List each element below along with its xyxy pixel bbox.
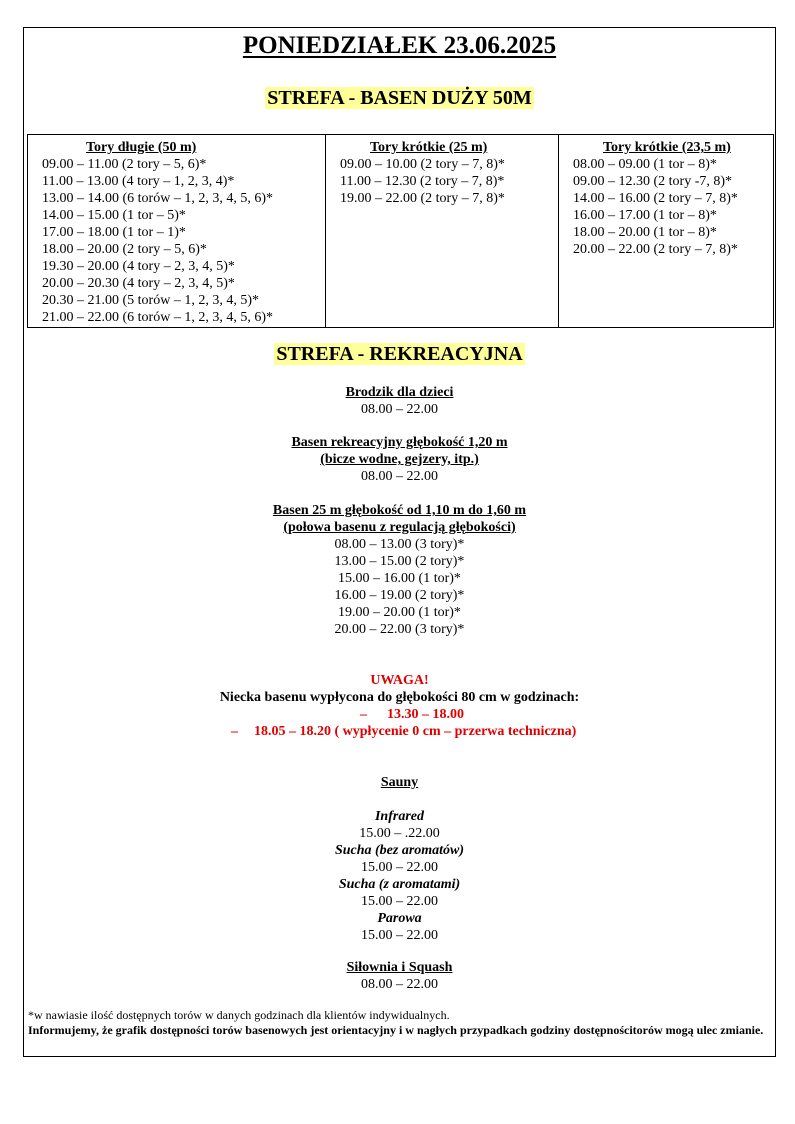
schedule-frame [23, 27, 776, 1057]
pool-25-sub: (połowa basenu z regulacją głębokości) [283, 520, 516, 535]
gym-hours: 08.00 – 22.00 [361, 977, 438, 992]
sauna-hours: 15.00 – 22.00 [361, 928, 438, 943]
lane-row: 18.00 – 20.00 (1 tor – 8)* [573, 225, 717, 240]
pool-25-row: 08.00 – 13.00 (3 tory)* [334, 537, 465, 552]
short-lanes-25-column [326, 135, 559, 328]
zone-heading-big-pool: STREFA - BASEN DUŻY 50M [267, 87, 532, 109]
sauna-hours: 15.00 – 22.00 [361, 860, 438, 875]
recreation-pool-heading: Basen rekreacyjny głębokość 1,20 m [291, 435, 508, 450]
pool-25-heading: Basen 25 m głębokość od 1,10 m do 1,60 m [272, 503, 527, 518]
column-heading: Tory krótkie (25 m) [370, 140, 488, 155]
warning-line-1: – 13.30 – 18.00 [360, 707, 464, 722]
recreation-pool-sub: (bicze wodne, gejzery, itp.) [320, 452, 479, 467]
saunas-list [24, 808, 775, 944]
page-title: PONIEDZIAŁEK 23.06.2025 [242, 32, 557, 59]
sauna-name: Sucha (z aromatami) [338, 877, 461, 892]
sauna-name: Infrared [374, 809, 424, 824]
kids-pool-hours: 08.00 – 22.00 [361, 402, 438, 417]
pool-25-row: 16.00 – 19.00 (2 tory)* [334, 588, 465, 603]
lanes-table [27, 134, 774, 328]
pool-25-row: 13.00 – 15.00 (2 tory)* [334, 554, 465, 569]
lane-row: 19.30 – 20.00 (4 tory – 2, 3, 4, 5)* [42, 259, 235, 274]
lane-row: 18.00 – 20.00 (2 tory – 5, 6)* [42, 242, 207, 257]
kids-pool-section [24, 384, 775, 418]
lane-row: 21.00 – 22.00 (6 torów – 1, 2, 3, 4, 5, 6)* [42, 310, 273, 325]
pool-25-row: 19.00 – 20.00 (1 tor)* [338, 605, 461, 620]
warning-section [24, 672, 775, 706]
warning-label: UWAGA! [370, 673, 429, 688]
lane-row: 08.00 – 09.00 (1 tor – 8)* [573, 157, 717, 172]
short-lanes-23-column [559, 135, 774, 328]
sauna-hours: 15.00 – 22.00 [361, 894, 438, 909]
gym-section [24, 959, 775, 993]
recreation-pool-hours: 08.00 – 22.00 [361, 469, 438, 484]
lane-row: 14.00 – 15.00 (1 tor – 5)* [42, 208, 186, 223]
recreation-pool-section [24, 434, 775, 485]
footnote: *w nawiasie ilość dostępnych torów w danych godzinach dla klientów indywidualnych. [28, 1008, 450, 1022]
warning-line-2: – 18.05 – 18.20 ( wypłycenie 0 cm – przerwa techniczna) [231, 724, 577, 739]
kids-pool-heading: Brodzik dla dzieci [345, 385, 454, 400]
pool-25-row: 20.00 – 22.00 (3 tory)* [334, 622, 465, 637]
lane-row: 20.00 – 20.30 (4 tory – 2, 3, 4, 5)* [42, 276, 235, 291]
warning-text: Niecka basenu wypłycona do głębokości 80 cm w godzinach: [219, 690, 580, 705]
lane-row: 11.00 – 13.00 (4 tory – 1, 2, 3, 4)* [42, 174, 235, 189]
lane-row: 20.00 – 22.00 (2 tory – 7, 8)* [573, 242, 738, 257]
sauna-name: Sucha (bez aromatów) [334, 843, 465, 858]
column-heading: Tory krótkie (23,5 m) [603, 140, 731, 155]
lane-row: 09.00 – 11.00 (2 tory – 5, 6)* [42, 157, 207, 172]
lane-row: 17.00 – 18.00 (1 tor – 1)* [42, 225, 186, 240]
lane-row: 11.00 – 12.30 (2 tory – 7, 8)* [340, 174, 505, 189]
lane-row: 20.30 – 21.00 (5 torów – 1, 2, 3, 4, 5)* [42, 293, 259, 308]
pool-25-row: 15.00 – 16.00 (1 tor)* [338, 571, 461, 586]
notice: Informujemy, że grafik dostępności torów basenowych jest orientacyjny i w nagłych przypadkach godziny dostępnościtorów mogą ulec zmianie. [28, 1023, 764, 1037]
long-lanes-column [28, 135, 326, 328]
column-heading: Tory długie (50 m) [86, 140, 197, 155]
sauna-name: Parowa [377, 911, 422, 926]
saunas-heading-block [24, 774, 775, 791]
lane-row: 13.00 – 14.00 (6 torów – 1, 2, 3, 4, 5, 6)* [42, 191, 273, 206]
gym-heading: Siłownia i Squash [346, 960, 453, 975]
lane-row: 09.00 – 10.00 (2 tory – 7, 8)* [340, 157, 505, 172]
lane-row: 19.00 – 22.00 (2 tory – 7, 8)* [340, 191, 505, 206]
sauna-hours: 15.00 – .22.00 [359, 826, 440, 841]
lane-row: 09.00 – 12.30 (2 tory -7, 8)* [573, 174, 733, 189]
lane-row: 16.00 – 17.00 (1 tor – 8)* [573, 208, 717, 223]
saunas-heading: Sauny [380, 775, 419, 790]
pool-25-section [24, 502, 775, 638]
lane-row: 14.00 – 16.00 (2 tory – 7, 8)* [573, 191, 738, 206]
zone-heading-recreation: STREFA - REKREACYJNA [276, 343, 523, 365]
